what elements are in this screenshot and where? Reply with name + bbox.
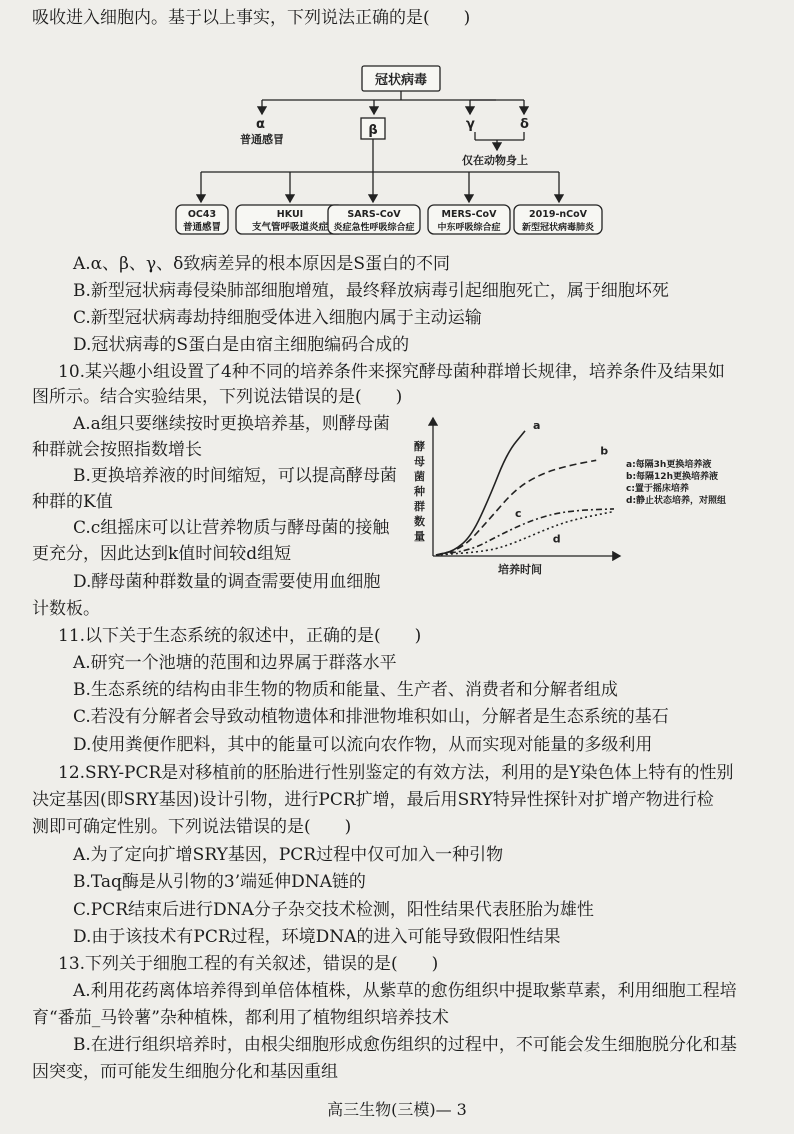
q12-stem-line1: 12.SRY-PCR是对移植前的胚胎进行性别鉴定的有效方法，利用的是Y染色体上特有的性别: [58, 763, 734, 783]
box-hkui-desc: 支气管呼吸道炎症: [251, 222, 329, 233]
box-sars-desc: 炎症急性呼吸综合症: [333, 223, 415, 233]
box-oc43-desc: 普通感冒: [182, 222, 222, 233]
series-label-b: b: [600, 444, 609, 458]
series-line-c: [436, 509, 614, 555]
q13-option-b-line1: B.在进行组织培养时，由根尖细胞形成愈伤组织的过程中，不可能会发生细胞脱分化和基: [73, 1035, 737, 1055]
chart-series-group: [436, 419, 614, 555]
series-label-d: d: [552, 532, 561, 546]
q10-option-c-line2: 更充分，因此达到k值时间较d组短: [32, 544, 292, 564]
q12-option-b: B.Taq酶是从引物的3’端延伸DNA链的: [73, 872, 366, 892]
diagram-animal-only-label: 仅在动物身上: [462, 154, 528, 167]
diagram-gamma-label: γ: [466, 117, 475, 132]
chart-ylabel-1: 酵: [414, 440, 425, 453]
q10-option-c-line1: C.c组摇床可以让营养物质与酵母菌的接触: [73, 518, 390, 538]
chart-ylabel-7: 量: [414, 530, 425, 543]
q13-option-a-line2: 育“番茄_马铃薯”杂种植株，都利用了植物组织培养技术: [32, 1008, 449, 1028]
series-label-c: c: [515, 507, 522, 520]
q13-option-b-line2: 因突变，而可能发生细胞分化和基因重组: [32, 1062, 338, 1082]
q13-stem: 13.下列关于细胞工程的有关叙述，错误的是( ): [58, 954, 439, 974]
q9-option-a: A.α、β、γ、δ致病差异的根本原因是S蛋白的不同: [73, 254, 451, 274]
chart-ylabel-6: 数: [414, 515, 425, 528]
legend-d: d:静止状态培养，对照组: [626, 496, 727, 506]
chart-ylabel-5: 群: [414, 500, 425, 513]
q10-option-a-line2: 种群就会按照指数增长: [32, 440, 202, 460]
q10-option-d-line1: D.酵母菌种群数量的调查需要使用血细胞: [73, 572, 381, 592]
q11-option-d: D.使用粪便作肥料，其中的能量可以流向农作物，从而实现对能量的多级利用: [73, 735, 653, 755]
q11-stem: 11.以下关于生态系统的叙述中，正确的是( ): [58, 626, 422, 646]
q10-option-a-line1: A.a组只要继续按时更换培养基，则酵母菌: [73, 414, 390, 434]
diagram-delta-label: δ: [520, 117, 529, 132]
box-2019ncov-name: 2019-nCoV: [529, 209, 587, 220]
q9-option-b: B.新型冠状病毒侵染肺部细胞增殖，最终释放病毒引起细胞死亡，属于细胞坏死: [73, 281, 669, 301]
q10-stem-line1: 10.某兴趣小组设置了4种不同的培养条件来探究酵母菌种群增长规律，培养条件及结果如: [58, 362, 725, 382]
legend-c: c:置于摇床培养: [626, 484, 689, 494]
page-footer: 高三生物(三模)— 3: [327, 1100, 467, 1119]
diagram-beta-label: β: [368, 123, 378, 138]
series-line-a: [436, 431, 525, 555]
q12-stem-line3: 测即可确定性别。下列说法错误的是( ): [32, 817, 352, 837]
question-9-stem-end: 吸收进入细胞内。基于以上事实，下列说法正确的是( ): [32, 8, 471, 28]
box-oc43-name: OC43: [187, 209, 217, 220]
chart-ylabel-3: 菌: [414, 470, 425, 483]
box-2019ncov-desc: 新型冠状病毒肺炎: [521, 223, 595, 233]
box-hkui-name: HKUI: [276, 209, 304, 220]
chart-ylabel-2: 母: [414, 455, 425, 468]
q9-option-c: C.新型冠状病毒劫持细胞受体进入细胞内属于主动运输: [73, 308, 482, 328]
q10-option-b-line2: 种群的K值: [32, 492, 113, 512]
q12-option-a: A.为了定向扩增SRY基因，PCR过程中仅可加入一种引物: [73, 845, 504, 865]
q11-option-c: C.若没有分解者会导致动植物遗体和排泄物堆积如山，分解者是生态系统的基石: [73, 707, 669, 727]
chart-xlabel: 培养时间: [498, 563, 542, 576]
diagram-root-label: 冠状病毒: [374, 73, 428, 88]
q12-option-c: C.PCR结束后进行DNA分子杂交技术检测，阳性结果代表胚胎为雄性: [73, 900, 594, 920]
box-mers-name: MERS-CoV: [441, 209, 497, 220]
q11-option-a: A.研究一个池塘的范围和边界属于群落水平: [73, 653, 397, 673]
q12-option-d: D.由于该技术有PCR过程，环境DNA的进入可能导致假阳性结果: [73, 927, 561, 947]
diagram-alpha-desc: 普通感冒: [240, 133, 284, 146]
q12-stem-line2: 决定基因(即SRY基因)设计引物，进行PCR扩增，最后用SRY特异性探针对扩增产物进行检: [32, 790, 714, 810]
box-mers-desc: 中东呼吸综合症: [437, 223, 501, 233]
q11-option-b: B.生态系统的结构由非生物的物质和能量、生产者、消费者和分解者组成: [73, 680, 618, 700]
q13-option-a-line1: A.利用花药离体培养得到单倍体植株，从紫草的愈伤组织中提取紫草素，利用细胞工程培: [73, 981, 737, 1001]
series-label-a: a: [533, 418, 541, 432]
box-sars-name: SARS-CoV: [347, 209, 401, 220]
series-line-d: [436, 511, 614, 555]
q10-option-b-line1: B.更换培养液的时间缩短，可以提高酵母菌: [73, 466, 397, 486]
q10-option-d-line2: 计数板。: [32, 599, 100, 619]
chart-ylabel-4: 种: [414, 485, 425, 498]
q9-option-d: D.冠状病毒的S蛋白是由宿主细胞编码合成的: [73, 335, 410, 355]
legend-a: a:每隔3h更换培养液: [626, 460, 712, 470]
legend-b: b:每隔12h更换培养液: [626, 472, 718, 482]
q10-stem-line2: 图所示。结合实验结果，下列说法错误的是( ): [32, 387, 403, 407]
diagram-alpha-label: α: [256, 117, 265, 132]
